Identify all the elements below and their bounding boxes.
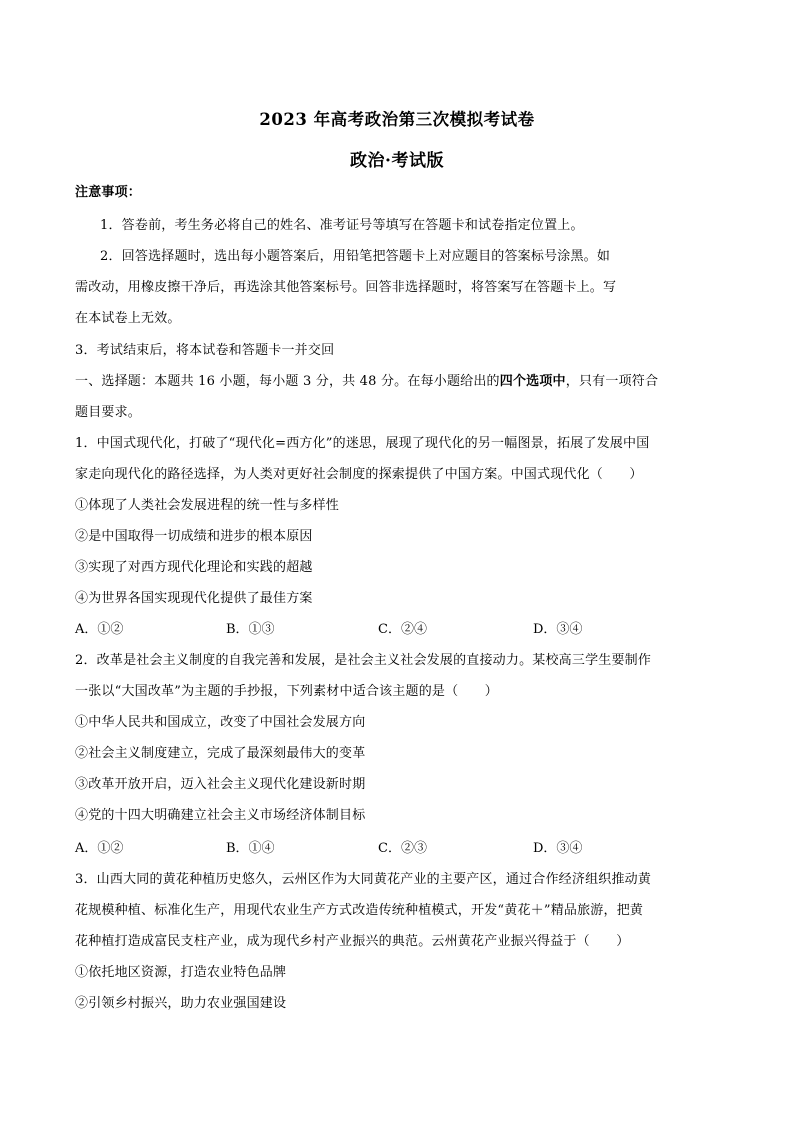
notice-heading: 注意事项： bbox=[75, 185, 142, 200]
notice-item: 需改动，用橡皮擦干净后，再选涂其他答案标号。回答非选择题时，将答案写在答题卡上。写 bbox=[75, 280, 617, 295]
question-1-stem: 1．中国式现代化，打破了“现代化=西方化”的迷思，展现了现代化的另一幅图景，拓展了发展中国 bbox=[75, 436, 650, 451]
question-1-option-a: A．①② bbox=[75, 622, 124, 637]
section-header-prefix: 一、选择题：本题共 16 小题，每小题 3 分，共 48 分。在每小题给出的 bbox=[75, 374, 500, 389]
question-1-item: ④为世界各国实现现代化提供了最佳方案 bbox=[75, 591, 313, 606]
page-title: 2023 年高考政治第三次模拟考试卷 bbox=[259, 110, 535, 129]
question-2-stem: 2．改革是社会主义制度的自我完善和发展，是社会主义社会发展的直接动力。某校高三学生要制作 bbox=[75, 653, 652, 668]
question-2-item: ③改革开放开启，迈入社会主义现代化建设新时期 bbox=[75, 777, 366, 792]
section-header-bold: 四个选项中 bbox=[499, 374, 566, 389]
question-1-option-d: D．③④ bbox=[533, 622, 583, 637]
question-1-item: ③实现了对西方现代化理论和实践的超越 bbox=[75, 560, 313, 575]
section-header bbox=[75, 373, 658, 391]
question-2-option-b: B．①④ bbox=[226, 841, 275, 856]
question-1-item: ①体现了人类社会发展进程的统一性与多样性 bbox=[75, 498, 340, 513]
notice-item: 在本试卷上无效。 bbox=[75, 311, 181, 326]
question-3-stem: 花规模种植、标准化生产，用现代农业生产方式改造传统种植模式，开发“黄花＋”精品旅游，把黄 bbox=[75, 903, 644, 918]
question-2-item: ④党的十四大明确建立社会主义市场经济体制目标 bbox=[75, 808, 366, 823]
question-2-item: ①中华人民共和国成立，改变了中国社会发展方向 bbox=[75, 715, 366, 730]
question-1-item: ②是中国取得一切成绩和进步的根本原因 bbox=[75, 529, 313, 544]
question-1-option-c: C．②④ bbox=[378, 622, 427, 637]
notice-item: 2．回答选择题时，选出每小题答案后，用铅笔把答题卡上对应题目的答案标号涂黑。如 bbox=[100, 249, 611, 264]
page-subtitle: 政治·考试版 bbox=[350, 151, 444, 171]
question-2-option-a: A．①② bbox=[75, 841, 124, 856]
question-1-stem: 家走向现代化的路径选择，为人类对更好社会制度的探索提供了中国方案。中国式现代化（ ） bbox=[75, 467, 643, 482]
question-3-item: ①依托地区资源，打造农业特色品牌 bbox=[75, 965, 287, 980]
question-2-option-d: D．③④ bbox=[533, 841, 583, 856]
question-2-stem: 一张以“大国改革”为主题的手抄报，下列素材中适合该主题的是（ ） bbox=[75, 684, 498, 699]
question-2-option-c: C．②③ bbox=[378, 841, 427, 856]
question-2-item: ②社会主义制度建立，完成了最深刻最伟大的变革 bbox=[75, 746, 366, 761]
question-1-option-b: B．①③ bbox=[226, 622, 275, 637]
section-header-line2: 题目要求。 bbox=[75, 405, 142, 420]
notice-item: 3．考试结束后，将本试卷和答题卡一并交回 bbox=[75, 343, 335, 358]
section-header-suffix: ，只有一项符合 bbox=[565, 374, 659, 389]
question-3-stem: 3．山西大同的黄花种植历史悠久，云州区作为大同黄花产业的主要产区，通过合作经济组织推动黄 bbox=[75, 872, 652, 887]
notice-item: 1．答卷前，考生务必将自己的姓名、准考证号等填写在答题卡和试卷指定位置上。 bbox=[100, 218, 584, 233]
question-3-stem: 花种植打造成富民支柱产业，成为现代乡村产业振兴的典范。云州黄花产业振兴得益于（ ） bbox=[75, 934, 630, 949]
question-3-item: ②引领乡村振兴，助力农业强国建设 bbox=[75, 996, 287, 1011]
